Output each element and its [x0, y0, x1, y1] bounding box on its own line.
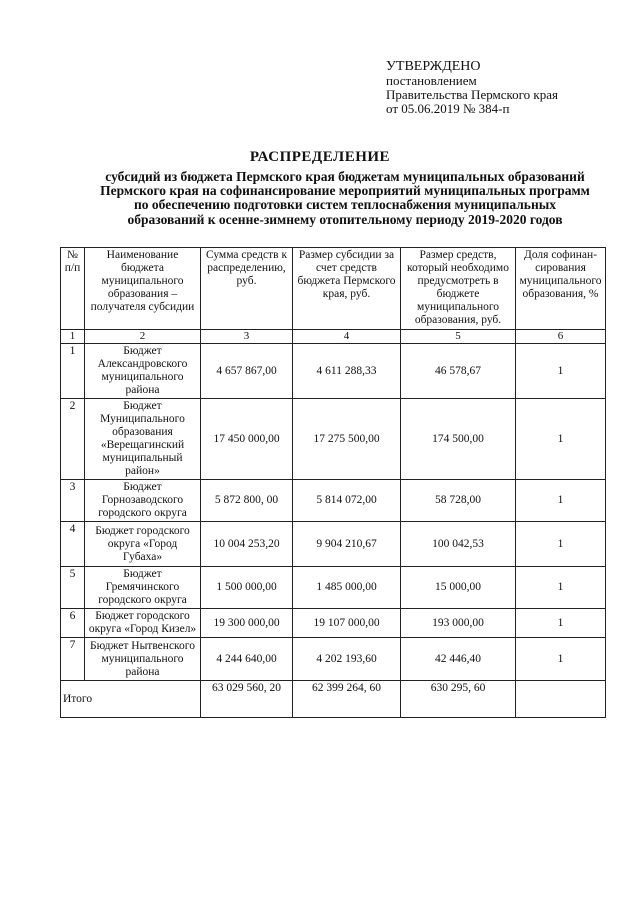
total-sum: 4 657 867,00	[201, 344, 293, 399]
table-row	[61, 399, 606, 480]
local-funds: 100 042,53	[401, 522, 516, 567]
header-budget-name: Наименование бюджета муниципального образования – получателя субсидии	[85, 248, 201, 330]
cofinancing-share: 1	[516, 638, 606, 681]
total-sum: 19 300 000,00	[201, 609, 293, 638]
total-sum: 5 872 800, 00	[201, 480, 293, 522]
header-local-funds: Размер средств, который необходимо предусмотреть в бюджете муниципального образования, руб.	[401, 248, 516, 330]
regional-subsidy: 5 814 072,00	[293, 480, 401, 522]
row-number: 7	[61, 638, 85, 681]
local-funds: 58 728,00	[401, 480, 516, 522]
regional-subsidy: 1 485 000,00	[293, 567, 401, 609]
distribution-table	[60, 247, 606, 718]
local-funds: 174 500,00	[401, 399, 516, 480]
row-number: 1	[61, 344, 85, 399]
budget-name: Бюджет Нытвенского муниципального района	[85, 638, 201, 681]
total-local-value: 630 295, 60	[401, 681, 516, 718]
total-row	[61, 681, 606, 718]
total-sum-value: 63 029 560, 20	[201, 681, 293, 718]
total-sum: 1 500 000,00	[201, 567, 293, 609]
row-number: 6	[61, 609, 85, 638]
document-title: РАСПРЕДЕЛЕНИЕ	[249, 149, 391, 165]
column-number: 6	[516, 330, 606, 344]
row-number: 4	[61, 522, 85, 567]
header-total-sum: Сумма средств к распределению, руб.	[201, 248, 293, 330]
budget-name: Бюджет Горнозаводского городского округа	[85, 480, 201, 522]
cofinancing-share: 1	[516, 344, 606, 399]
total-sum: 4 244 640,00	[201, 638, 293, 681]
total-sum: 17 450 000,00	[201, 399, 293, 480]
column-number: 2	[85, 330, 201, 344]
column-number: 1	[61, 330, 85, 344]
regional-subsidy: 19 107 000,00	[293, 609, 401, 638]
total-subsidy-value: 62 399 264, 60	[293, 681, 401, 718]
approval-line-1: постановлением	[386, 73, 477, 88]
local-funds: 42 446,40	[401, 638, 516, 681]
local-funds: 193 000,00	[401, 609, 516, 638]
cofinancing-share: 1	[516, 609, 606, 638]
budget-name: Бюджет Муниципального образования «Верещагинский муниципальный район»	[85, 399, 201, 480]
budget-name: Бюджет Гремячинского городского округа	[85, 567, 201, 609]
column-number: 4	[293, 330, 401, 344]
table-header-row	[61, 248, 606, 330]
total-label: Итого	[61, 681, 201, 718]
regional-subsidy: 4 202 193,60	[293, 638, 401, 681]
cofinancing-share: 1	[516, 567, 606, 609]
approval-line-2: Правительства Пермского края	[386, 87, 558, 102]
header-number: № п/п	[61, 248, 85, 330]
table-row	[61, 609, 606, 638]
budget-name: Бюджет городского округа «Город Губаха»	[85, 522, 201, 567]
row-number: 2	[61, 399, 85, 480]
table-row	[61, 638, 606, 681]
document-subtitle: субсидий из бюджета Пермского края бюджетам муниципальных образований Пермского края на софинансирование мероприятий муниципальных программ по обеспечению подготовки систем теплоснабжения муниципальных образований к осенне-зимнему отопительному периоду 2019-2020 годов	[100, 169, 590, 227]
total-share-empty	[516, 681, 606, 718]
table-row	[61, 522, 606, 567]
approval-heading: УТВЕРЖДЕНО	[386, 59, 481, 74]
regional-subsidy: 9 904 210,67	[293, 522, 401, 567]
cofinancing-share: 1	[516, 522, 606, 567]
cofinancing-share: 1	[516, 399, 606, 480]
regional-subsidy: 17 275 500,00	[293, 399, 401, 480]
cofinancing-share: 1	[516, 480, 606, 522]
row-number: 5	[61, 567, 85, 609]
budget-name: Бюджет Александровского муниципального района	[85, 344, 201, 399]
header-regional-subsidy: Размер субсидии за счет средств бюджета Пермского края, руб.	[293, 248, 401, 330]
total-sum: 10 004 253,20	[201, 522, 293, 567]
budget-name: Бюджет городского округа «Город Кизел»	[85, 609, 201, 638]
row-number: 3	[61, 480, 85, 522]
local-funds: 46 578,67	[401, 344, 516, 399]
column-number: 3	[201, 330, 293, 344]
column-number-row	[61, 330, 606, 344]
column-number: 5	[401, 330, 516, 344]
approval-block	[386, 60, 626, 116]
approval-line-3: от 05.06.2019 № 384-п	[386, 101, 510, 116]
table-row	[61, 567, 606, 609]
local-funds: 15 000,00	[401, 567, 516, 609]
header-cofinancing-share: Доля софинан-сирования муниципального образования, %	[516, 248, 606, 330]
regional-subsidy: 4 611 288,33	[293, 344, 401, 399]
table-row	[61, 344, 606, 399]
table-row	[61, 480, 606, 522]
